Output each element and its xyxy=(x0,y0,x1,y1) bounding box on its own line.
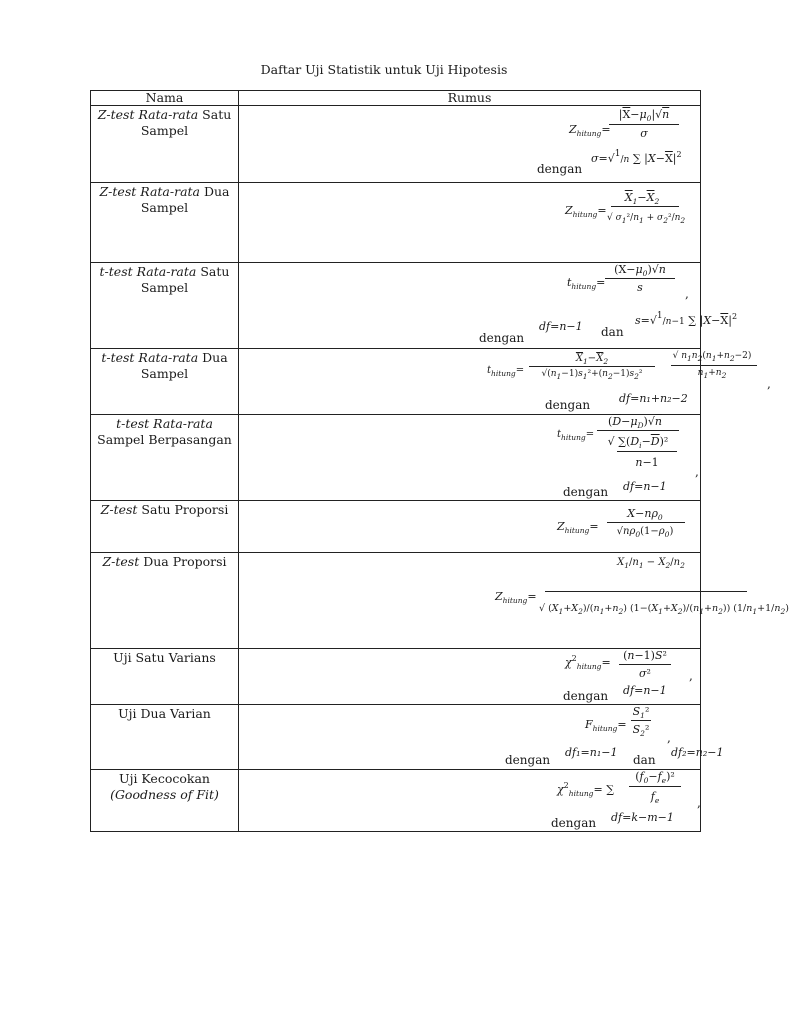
formula-cell: $F_{hitung}=$ $S_1^2$ $S_2^2$ , df₁=n₁−1 df₂=n₂−1 dengan dan xyxy=(239,705,701,770)
t-hitung-formula: $t_{hitung}=$ xyxy=(557,429,595,442)
formula-cell xyxy=(239,501,701,553)
formula-numerator: (n−1)S² xyxy=(623,649,667,662)
table-row xyxy=(91,349,701,415)
dengan-label: dengan xyxy=(551,816,597,830)
dengan-label: dengan xyxy=(479,331,525,345)
formula-cell xyxy=(239,553,789,649)
f-hitung-formula: $F_{hitung}=$ xyxy=(585,718,627,733)
table-row xyxy=(91,770,701,832)
formula-numerator: $S_1^2$ xyxy=(632,705,650,720)
formula-denominator: s xyxy=(637,281,643,294)
dengan-label: dengan xyxy=(563,485,609,499)
formula-numerator: $(f_0-f_e)^2$ xyxy=(635,770,675,785)
table-row xyxy=(91,263,701,349)
test-name: Uji Kecocokan (Goodness of Fit) xyxy=(91,770,239,832)
table-header-row xyxy=(91,91,701,106)
formula-numerator: $X_1/n_1 - X_2/n_2$ xyxy=(617,557,685,570)
formula-denominator: √ $\sum(D_i-\overline{D})^2$ xyxy=(607,435,669,450)
page-title: Daftar Uji Statistik untuk Uji Hipotesis xyxy=(260,62,508,77)
s-formula: s=√1/n−1 ∑ $|X-\overline{X}|^2$ xyxy=(635,311,738,327)
formula-sqrt-denominator: $n_1+n_2$ xyxy=(697,368,727,380)
test-name: Z-test Rata-rata Satu Sampel xyxy=(91,106,239,183)
test-name: Uji Dua Varian xyxy=(91,705,239,770)
formula-cell: $\chi^2_{hitung}=$ (n−1)S² σ² , df=n−1 dengan xyxy=(239,649,701,705)
formula-numerator: $X-n\rho_0$ xyxy=(627,507,663,522)
df2-formula: df₂=n₂−1 xyxy=(671,746,724,759)
formula-cell: $t_{hitung}=$ $(\overline{X}-\mu_0)√n$ s , s=√1/n−1 ∑ $|X-\overline{X}|^2$ df=n−1 dengan dan xyxy=(239,263,701,349)
test-name: Uji Satu Varians xyxy=(91,649,239,705)
header-nama: Nama xyxy=(91,91,239,106)
formula-denominator: σ xyxy=(640,127,648,140)
table-row xyxy=(91,106,701,183)
chi-square-formula: $\chi^2_{hitung}=$ ∑ xyxy=(557,781,615,798)
formula-cell: $\chi^2_{hitung}=$ ∑ $(f_0-f_e)^2$ $f_e$ , df=k−m−1 dengan xyxy=(239,770,701,832)
formula-denominator: $√(n_1-1)s_1^2+(n_2-1)s_2^2$ xyxy=(541,369,643,381)
test-name: Z-test Satu Proporsi xyxy=(91,501,239,553)
table-row xyxy=(91,705,701,770)
z-hitung-formula: $Z_{hitung}=$ xyxy=(569,123,611,138)
z-hitung-formula: $Z_{hitung}=$ xyxy=(495,590,537,605)
formula-denominator: σ² xyxy=(639,667,651,680)
formula-cell: $t_{hitung}=$ $(\overline{D}-\mu_D)√n$ √ $\sum(D_i-\overline{D})^2$ n−1 , df=n−1 dengan xyxy=(239,415,701,501)
test-name: Z-test Rata-rata Dua Sampel xyxy=(91,183,239,263)
test-name: t-test Rata-rata Sampel Berpasangan xyxy=(91,415,239,501)
df-formula: df=n−1 xyxy=(539,320,583,333)
formula-denominator: $√n\rho_0(1-\rho_0)$ xyxy=(616,526,674,539)
chi-square-formula: $\chi^2_{hitung}=$ xyxy=(565,654,611,671)
dengan-label: dengan xyxy=(505,753,551,767)
df-formula: df=k−m−1 xyxy=(611,811,674,824)
z-hitung-formula: $Z_{hitung}=$ xyxy=(565,204,607,219)
formula-denominator: √ $\sigma_1^2/n_1 + \sigma_2^2/n_2$ xyxy=(607,213,686,225)
statistic-tests-table xyxy=(90,90,789,832)
sigma-formula: σ=√1/n ∑ $|X-\overline{X}|^2$ xyxy=(591,149,682,165)
formula-cell xyxy=(239,106,701,183)
formula-sqrt-numerator: √ $n_1n_2(n_1+n_2-2)$ xyxy=(672,351,752,363)
formula-denominator: $f_e$ xyxy=(650,790,660,805)
t-hitung-formula: $t_{hitung}=$ xyxy=(487,365,525,378)
dengan-label: dengan xyxy=(563,689,609,703)
header-rumus: Rumus xyxy=(239,91,701,106)
table-row xyxy=(91,553,701,649)
formula-denominator: √ $(X_1+X_2)/(n_1+n_2)$ $(1-(X_1+X_2)/(n_1+n_2))$ $(1/n_1+1/n_2)$ xyxy=(539,603,789,616)
formula-numerator: $(\overline{X}-\mu_0)√n$ xyxy=(614,263,666,278)
formula-numerator: $(\overline{D}-\mu_D)√n$ xyxy=(608,415,662,430)
z-hitung-formula: $Z_{hitung}=$ xyxy=(557,520,599,535)
formula-cell: $t_{hitung}=$ $\overline{X}_1-\overline{X}_2$ $√(n_1-1)s_1^2+(n_2-1)s_2^2$ √ $n_1n_2(n_1+n_2-2)$ $n_1+n_2$ , df=n₁+n₂−2 dengan xyxy=(239,349,701,415)
table-row xyxy=(91,501,701,553)
test-name: t-test Rata-rata Dua Sampel xyxy=(91,349,239,415)
table-row xyxy=(91,183,701,263)
df-formula: df=n₁+n₂−2 xyxy=(619,392,688,405)
df-formula: df=n−1 xyxy=(623,480,667,493)
formula-numerator: $|\overline{X}-\mu_0|√n$ xyxy=(618,108,670,123)
df1-formula: df₁=n₁−1 xyxy=(565,746,618,759)
t-hitung-formula: $t_{hitung}=$ xyxy=(567,276,606,291)
test-name: Z-test Dua Proporsi xyxy=(91,553,239,649)
table-row xyxy=(91,415,701,501)
dan-label: dan xyxy=(601,325,624,339)
dengan-label: dengan xyxy=(537,162,583,176)
df-formula: df=n−1 xyxy=(623,684,667,697)
formula-numerator: $\overline{X}_1-\overline{X}_2$ xyxy=(624,191,660,206)
test-name: t-test Rata-rata Satu Sampel xyxy=(91,263,239,349)
dengan-label: dengan xyxy=(545,398,591,412)
table-row xyxy=(91,649,701,705)
dan-label: dan xyxy=(633,753,656,767)
formula-cell xyxy=(239,183,701,263)
formula-numerator: $\overline{X}_1-\overline{X}_2$ xyxy=(575,353,609,366)
formula-denominator: $S_2^2$ xyxy=(632,723,650,738)
